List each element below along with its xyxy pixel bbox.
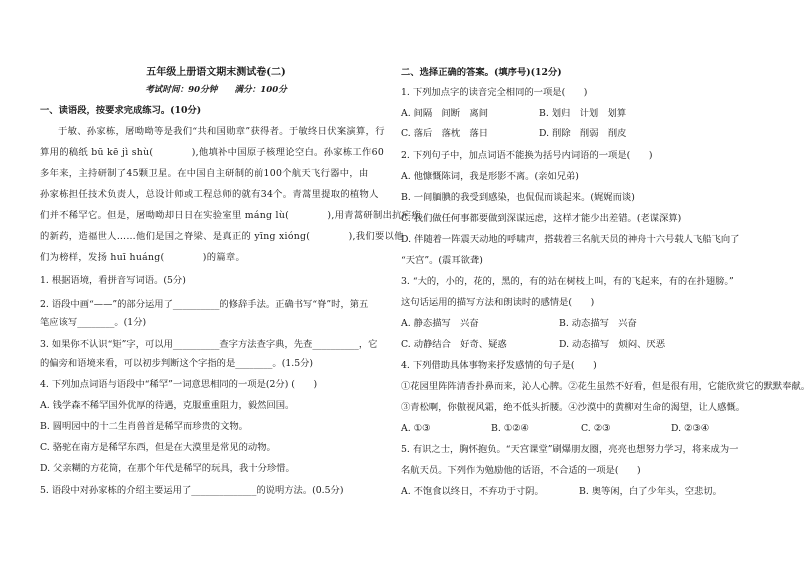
passage-line: 的新药，造福世人……他们是国之脊梁、是真正的 yīng xióng( ),我们要以他 [40,231,404,242]
option-row [401,127,763,140]
passage-line: 孙家栋担任技术负责人，总设计师或工程总师的就有34个。青蒿里提取的植物人 [40,189,379,200]
option: C. 落后 落枕 落日 [401,128,489,139]
question-line: 4. 下列借助具体事物来抒发感情的句子是( ) [401,360,597,371]
option-row [401,422,763,435]
option: B. 奥等闲，白了少年头，空悲切。 [579,486,722,497]
question-line: 3. 如果你不认识“矩”字，可以用__________查字方法查字典，先查__________，它 [40,339,378,350]
option-line: D. 伴随着一阵震天动地的呼啸声，搭载着三名航天员的神舟十六号载人飞船飞向了 [401,234,740,245]
option-line: “天宫”。(震耳欲聋) [401,255,483,266]
passage-line: 们为榜样，发扬 huī huáng( )的篇章。 [40,252,246,263]
option: A. 静态描写 兴奋 [401,318,479,329]
option: A. ①③ [401,423,431,434]
option: B. 动态描写 兴奋 [559,318,637,329]
option: D. ②③④ [671,423,710,434]
question-line: 1. 下列加点字的读音完全相同的一项是( ) [401,87,588,98]
passage-line: 算用的稿纸 bū kē jì shù( ),他填补中国原子核理论空白。孙家栋工作60 [40,147,385,158]
option-row [401,317,763,330]
question-line: 笔应该写________。(1分) [40,317,147,328]
option-line: B. 圆明园中的十二生肖兽首是稀罕而珍贵的文物。 [40,421,248,432]
section1-heading: 一、读语段，按要求完成练习。(10分) [40,105,202,116]
exam-info: 考试时间：90分钟 满分：100分 [145,85,287,95]
question-line: 2. 语段中画“——”的部分运用了__________的修辞手法。正确书写“脊”时，第五 [40,299,369,310]
question-line: 2. 下列句子中，加点词语不能换为括号内词语的一项是( ) [401,150,653,161]
question-line: 5. 有识之士，胸怀抱负。“天宫课堂”刷爆朋友圈，亮亮也想努力学习，将来成为一 [401,444,739,455]
question-line: 4. 下列加点词语与语段中“稀罕”一词意思相同的一项是(2分) ( ) [40,379,318,390]
option: D. 削除 削弱 削皮 [539,128,627,139]
question-line: 这句话运用的描写方法和朗读时的感情是( ) [401,297,595,308]
passage-line: 们并不稀罕它。但是，屠呦呦却日日在实验室里 máng lù( ),用青蒿研制出抗疟疾 [40,210,421,221]
question-line: 名航天员。下列作为勉励他的话语，不合适的一项是( ) [401,465,641,476]
option-row [401,107,763,120]
option-line: C. 我们做任何事都要做到深谋远虑，这样才能少出差错。(老谋深算) [401,213,682,224]
question-line: 3. “大的，小的，花的，黑的，有的站在树枝上叫，有的飞起来，有的在扑翅膀。” [401,276,734,287]
option: C. 动静结合 好奇、疑惑 [401,339,507,350]
option: A. 不饱食以终日，不弃功于寸阴。 [401,486,544,497]
option-line: B. 一间腼腆的我受到感染，也侃侃而谈起来。(娓娓而谈) [401,192,635,203]
sentence-line: ①花园里阵阵清香扑鼻而来，沁人心脾。②花生虽然不好看，但是很有用，它能欣赏它的默默奉献。 [401,381,810,392]
passage-line: 多年来，主持研制了45颗卫星。在中国自主研制的前100个航天飞行器中，由 [40,168,369,179]
option-line: A. 钱学森不稀罕国外优厚的待遇，克服重重阻力，毅然回国。 [40,400,295,411]
option-line: A. 他慷慨陈词，我是形影不离。(亲如兄弟) [401,171,579,182]
option: C. ②③ [581,423,611,434]
option-line: C. 骆驼在南方是稀罕东西，但是在大漠里是常见的动物。 [40,442,276,453]
question-line: 的偏旁和语境来看，可以初步判断这个字指的是________。(1.5分) [40,358,314,369]
option: B. 划归 计划 划算 [539,108,627,119]
option-row [401,338,763,351]
option-row [401,485,763,498]
exam-title: 五年级上册语文期末测试卷(二) [146,67,286,78]
section2-heading: 二、选择正确的答案。(填序号)(12分) [401,67,562,78]
passage-line: 于敏、孙家栋，屠呦呦等是我们“共和国勋章”获得者。于敏终日伏案演算，行 [58,126,385,137]
question-line: 1. 根据语境，看拼音写词语。(5分) [40,275,186,286]
option: D. 动态描写 烦闷、厌恶 [559,339,666,350]
sentence-line: ③青松啊，你傲视风霜，绝不低头折腰。④沙漠中的黄柳对生命的渴望，让人感慨。 [401,402,745,413]
option: B. ①②④ [491,423,529,434]
option-line: D. 父亲糊的方花筒，在那个年代是稀罕的玩具，我十分珍惜。 [40,463,295,474]
question-line: 5. 语段中对孙家栋的介绍主要运用了______________的说明方法。(0.5分) [40,485,344,496]
option: A. 间隔 间断 离间 [401,108,488,119]
